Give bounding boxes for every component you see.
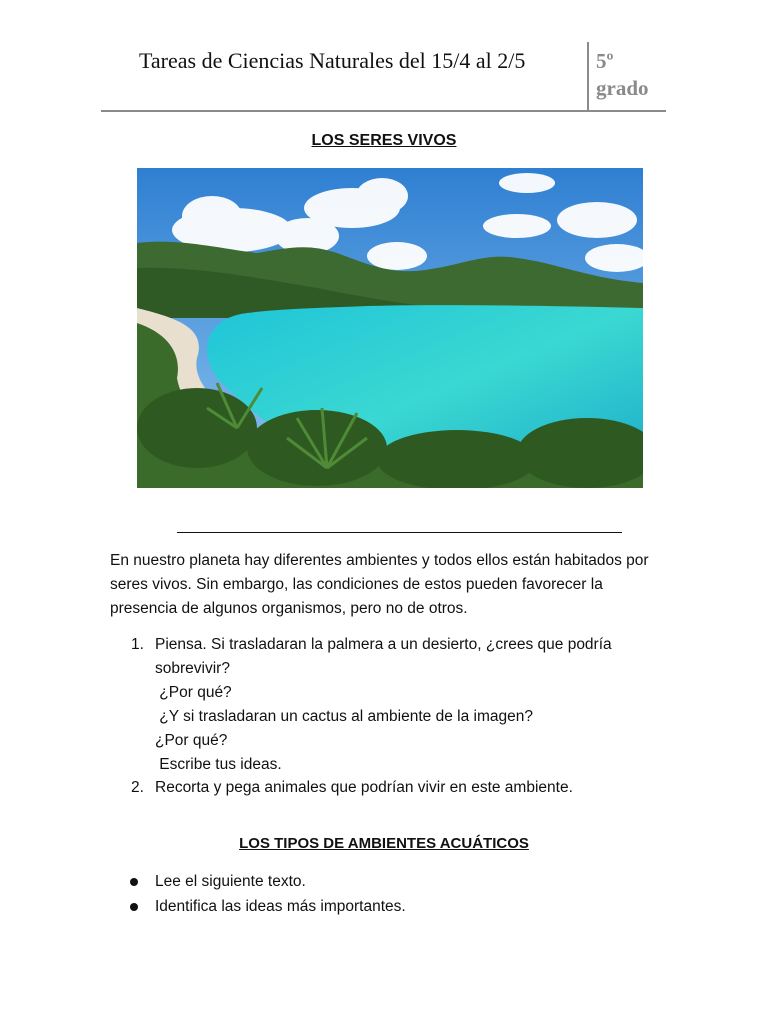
grade-label bbox=[596, 48, 649, 102]
section-title-seres-vivos: LOS SERES VIVOS bbox=[311, 132, 457, 149]
question-1-line: ¿Y si trasladaran un cactus al ambiente de la imagen? bbox=[155, 708, 533, 725]
bullet-item: Lee el siguiente texto. bbox=[155, 873, 306, 890]
question-number-2: 2. bbox=[131, 779, 144, 796]
question-1-line: Piensa. Si trasladaran la palmera a un desierto, ¿crees que podría bbox=[155, 636, 612, 653]
question-1-line: ¿Por qué? bbox=[155, 732, 228, 749]
bullet-dot bbox=[130, 878, 138, 886]
question-1 bbox=[155, 633, 665, 777]
beach-photo bbox=[137, 168, 643, 488]
grade-word: grado bbox=[596, 76, 649, 100]
question-1-line: ¿Por qué? bbox=[155, 684, 232, 701]
page-header bbox=[101, 40, 666, 112]
intro-paragraph: En nuestro planeta hay diferentes ambientes y todos ellos están habitados por seres vivos. Sin embargo, las condiciones de estos pueden favorecer la presencia de algunos organismos, pero no de otros. bbox=[110, 552, 649, 617]
answer-line bbox=[177, 532, 622, 533]
header-rule bbox=[101, 110, 666, 112]
bullet-dot bbox=[130, 903, 138, 911]
bullet-item: Identifica las ideas más importantes. bbox=[155, 898, 406, 915]
header-divider bbox=[587, 42, 589, 110]
question-2: Recorta y pega animales que podrían vivir en este ambiente. bbox=[155, 779, 573, 796]
grade-number: 5º bbox=[596, 49, 614, 73]
question-number-1: 1. bbox=[131, 636, 144, 653]
question-1-line: Escribe tus ideas. bbox=[155, 756, 282, 773]
header-title: Tareas de Ciencias Naturales del 15/4 al 2/5 bbox=[139, 48, 526, 73]
question-1-line: sobrevivir? bbox=[155, 660, 230, 677]
section-title-ambientes-acuaticos: LOS TIPOS DE AMBIENTES ACUÁTICOS bbox=[239, 835, 529, 852]
